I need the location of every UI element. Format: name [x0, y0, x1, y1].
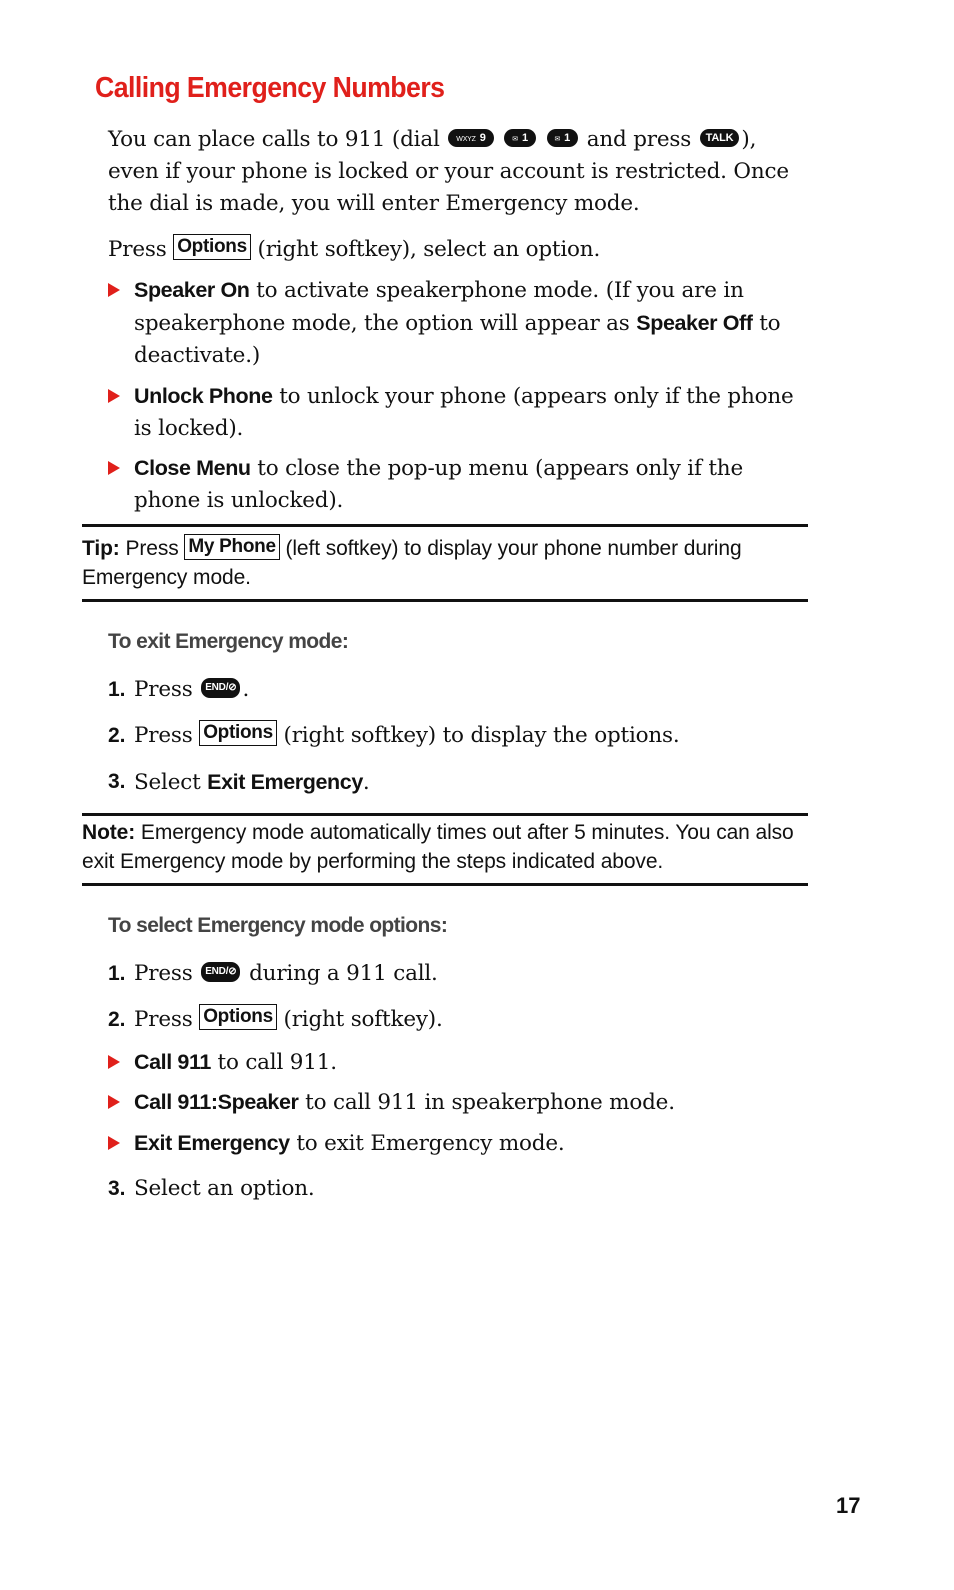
options-softkey: Options: [199, 1004, 277, 1030]
intro-text-2: and press: [586, 127, 692, 152]
press-options-line: [108, 234, 808, 266]
step-item: [108, 1004, 808, 1036]
step-text: Select: [134, 770, 208, 795]
step-text: Press: [134, 961, 193, 986]
step-number: 3.: [108, 770, 126, 793]
intro-line-3: the dial is made, you will enter Emergency mode.: [108, 191, 640, 216]
option-label: Exit Emergency: [134, 1131, 290, 1155]
key-1-icon: ✉ 1: [504, 129, 536, 147]
note-text: Emergency mode automatically times out after 5 minutes. You can also exit Emergency mode by performing the steps indicated above.: [82, 821, 794, 873]
bullet-arrow-icon: [108, 461, 120, 475]
note-box: [82, 818, 808, 876]
step-item: [108, 958, 808, 990]
option-description: to exit Emergency mode.: [289, 1131, 565, 1156]
step-text: Press: [134, 723, 193, 748]
step-text: Press: [134, 677, 193, 702]
option-label: Speaker On: [134, 278, 250, 302]
press-options-post: (right softkey), select an option.: [257, 237, 601, 262]
step-number: 3.: [108, 1177, 126, 1200]
options-softkey: Options: [199, 720, 277, 746]
option-description: to close the pop-up menu (appears only if the phone is unlocked).: [134, 456, 743, 513]
option-description: to unlock your phone (appears only if the phone is locked).: [134, 384, 794, 441]
option-label: Speaker Off: [636, 311, 753, 335]
divider: [82, 599, 808, 602]
option-label: Close Menu: [134, 456, 251, 480]
options-softkey: Options: [173, 234, 251, 260]
option-label: Call 911: [134, 1050, 211, 1074]
end-key-icon: END/⊘: [201, 678, 240, 698]
step-text: Press: [134, 1007, 193, 1032]
step-item: [108, 1173, 808, 1205]
talk-key-icon: TALK: [700, 129, 740, 147]
step-item: [108, 674, 808, 706]
bullet-arrow-icon: [108, 389, 120, 403]
press-text: Press: [108, 237, 167, 262]
step-number: 1.: [108, 962, 126, 985]
intro-line-2: even if your phone is locked or your account is restricted. Once: [108, 159, 789, 184]
divider: [82, 524, 808, 527]
list-item: [108, 452, 808, 517]
tip-text: Press: [119, 537, 185, 560]
intro-paragraph: [108, 124, 808, 220]
bullet-arrow-icon: [108, 283, 120, 297]
page-title: Calling Emergency Numbers: [95, 72, 445, 104]
end-key-icon: END/⊘: [201, 962, 240, 982]
note-label: Note:: [82, 821, 136, 844]
divider: [82, 813, 808, 816]
step-text: during a 911 call.: [249, 961, 438, 986]
list-item: [108, 1086, 808, 1119]
step-item: [108, 766, 808, 799]
step-text: (right softkey).: [283, 1007, 443, 1032]
step-item: [108, 720, 808, 752]
step-text: .: [362, 770, 370, 795]
option-description: to activate speakerphone mode. (If you are in speakerphone mode, the option will appear as: [134, 278, 744, 336]
list-item: [108, 1046, 808, 1079]
list-item: [108, 380, 808, 445]
option-label: Exit Emergency: [207, 770, 363, 794]
bullet-arrow-icon: [108, 1095, 120, 1109]
option-label: Call 911:Speaker: [134, 1090, 299, 1114]
option-description: to call 911 in speakerphone mode.: [298, 1090, 675, 1115]
list-item: [108, 1127, 808, 1160]
bullet-arrow-icon: [108, 1136, 120, 1150]
step-number: 1.: [108, 678, 126, 701]
step-number: 2.: [108, 724, 126, 747]
tip-text: (left softkey) to display your phone number during Emergency mode.: [82, 537, 742, 589]
key-9-icon: WXYZ 9: [448, 129, 493, 147]
step-number: 2.: [108, 1008, 126, 1031]
intro-text-3: ),: [741, 127, 757, 152]
option-description: to deactivate.): [134, 311, 781, 368]
tip-box: [82, 534, 808, 592]
bullet-arrow-icon: [108, 1055, 120, 1069]
list-item: [108, 274, 808, 372]
tip-label: Tip:: [82, 537, 120, 560]
key-1-icon: ✉ 1: [547, 129, 579, 147]
my-phone-softkey: My Phone: [184, 534, 279, 560]
step-text: .: [242, 677, 250, 702]
option-description: to call 911.: [210, 1050, 337, 1075]
step-text: (right softkey) to display the options.: [283, 723, 680, 748]
section-heading: To select Emergency mode options:: [108, 914, 448, 937]
step-text: Select an option.: [134, 1176, 315, 1201]
divider: [82, 883, 808, 886]
option-label: Unlock Phone: [134, 384, 273, 408]
section-heading: To exit Emergency mode:: [108, 630, 349, 653]
page-number: 17: [836, 1493, 861, 1518]
intro-text-1: You can place calls to 911 (dial: [108, 127, 440, 152]
